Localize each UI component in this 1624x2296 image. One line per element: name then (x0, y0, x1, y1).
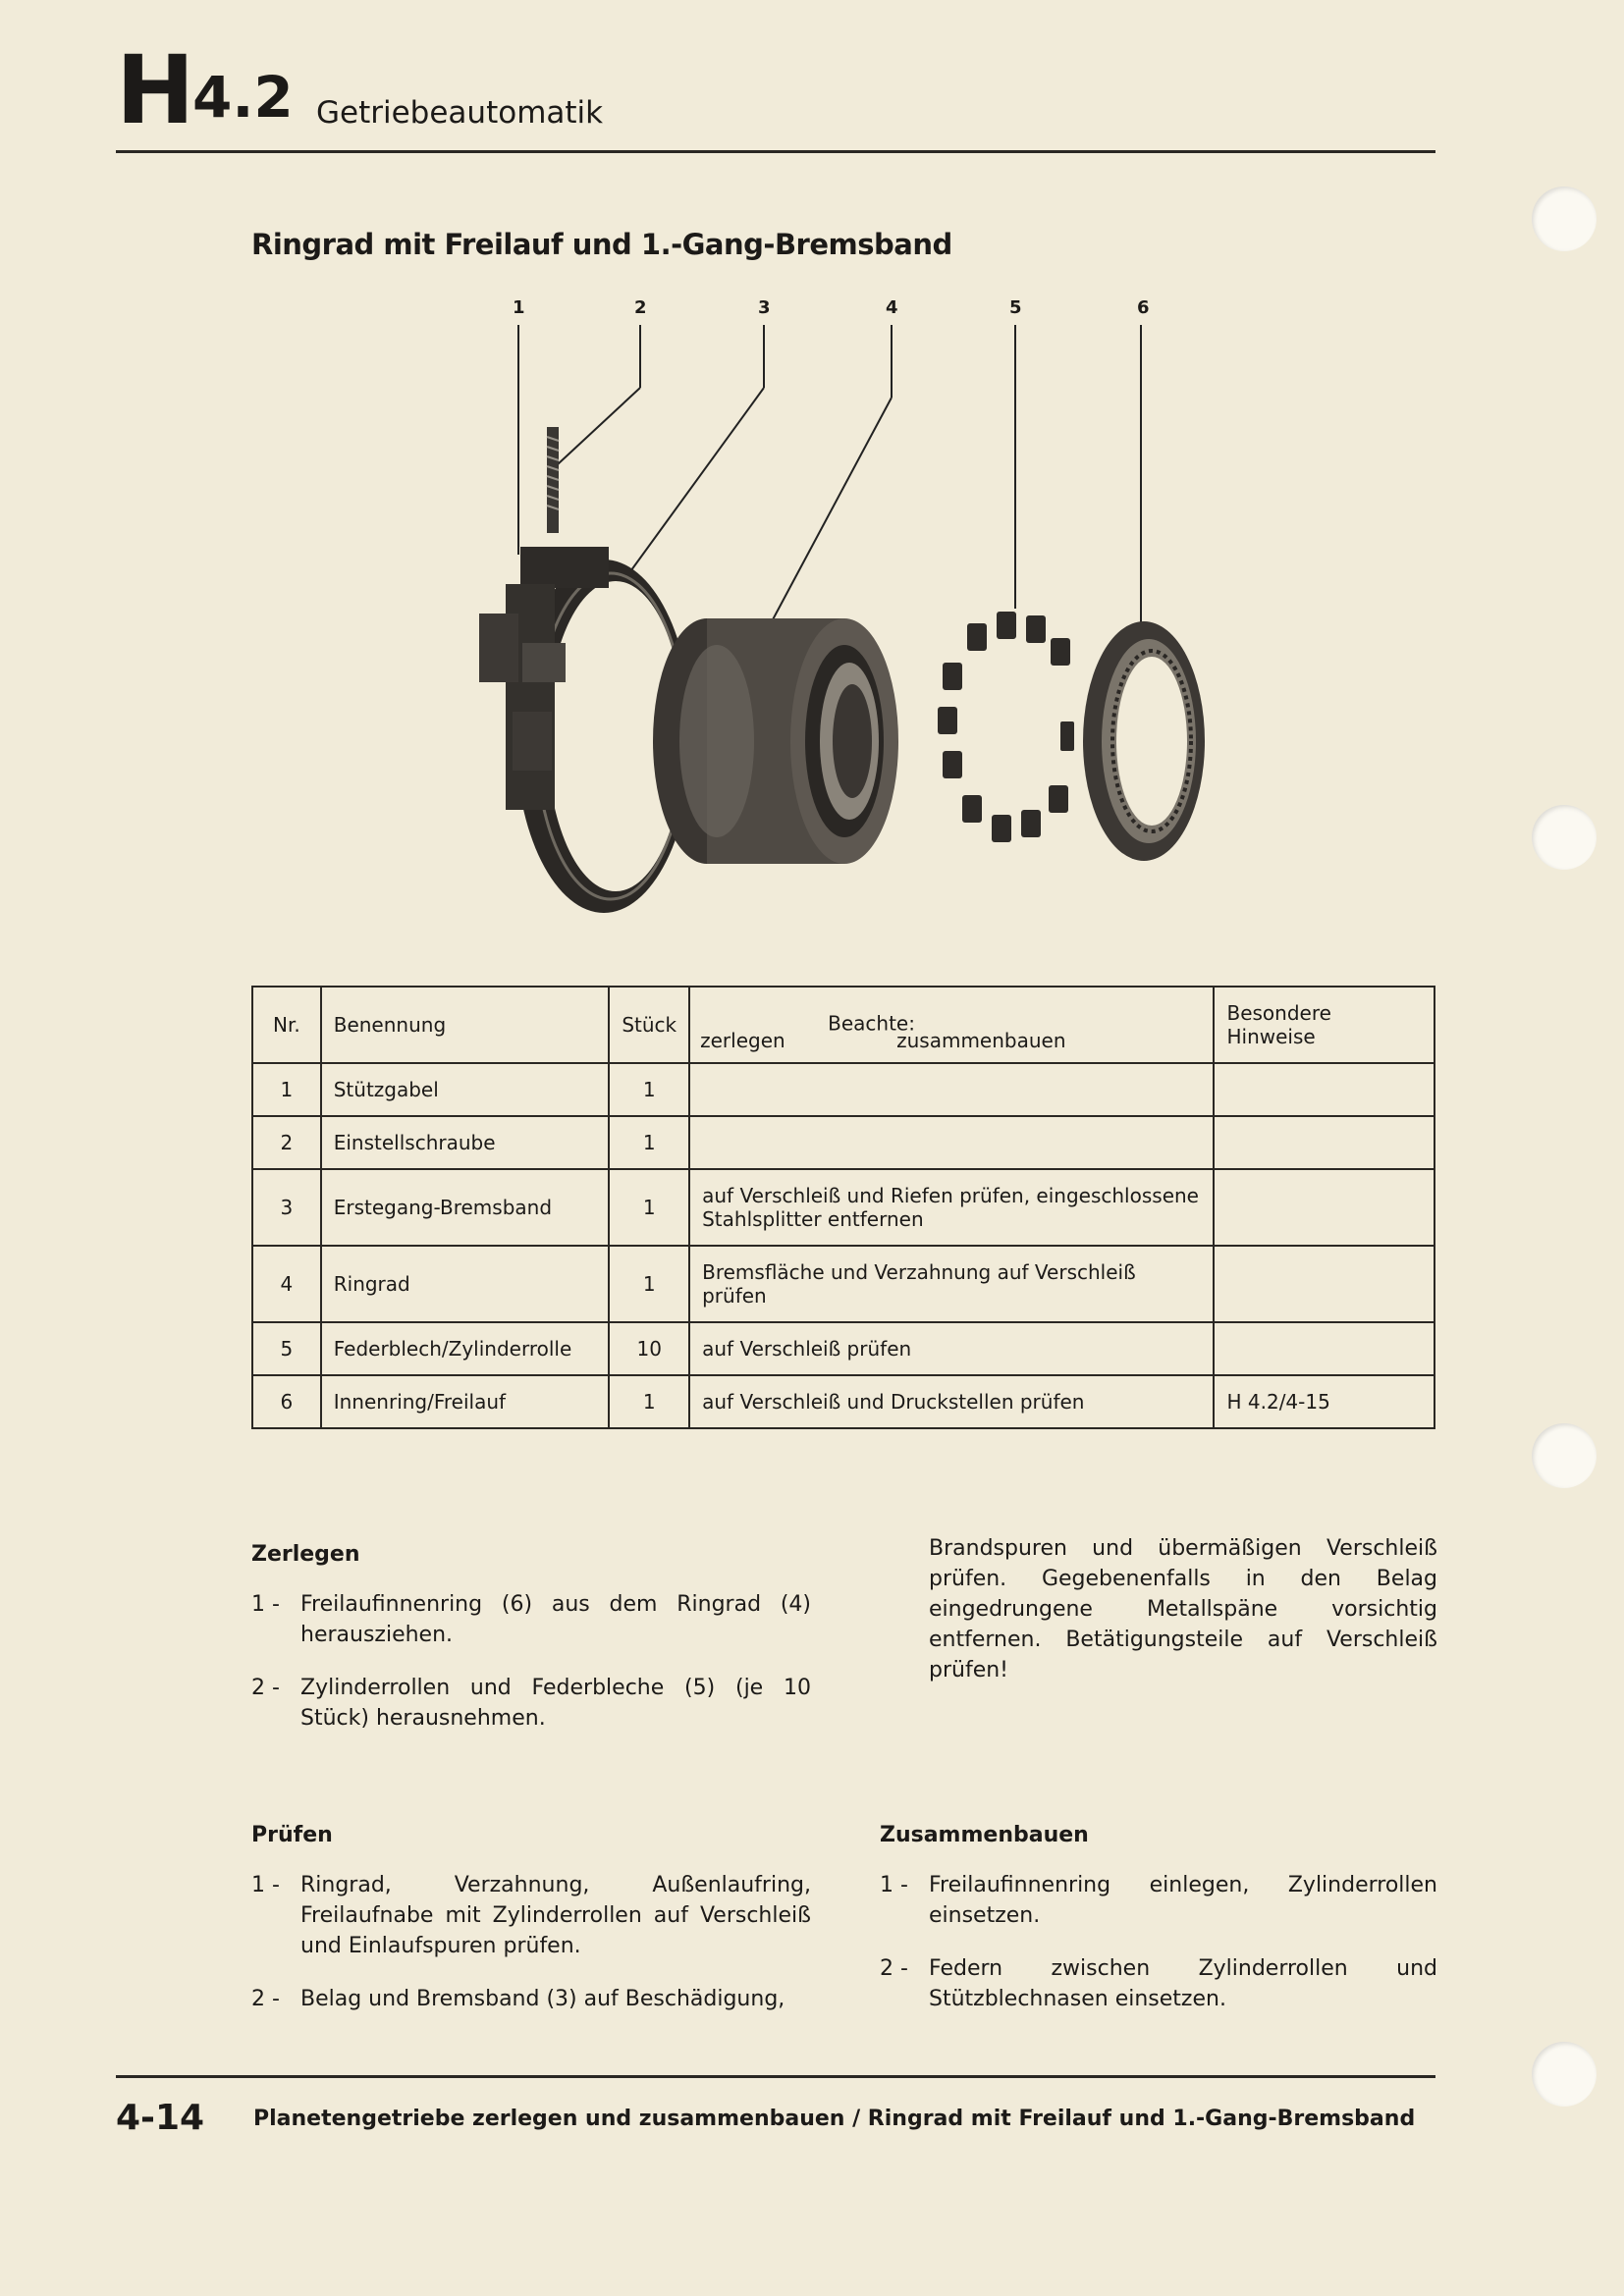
step-number: 2 - (880, 1956, 908, 1981)
table-row (252, 1322, 1435, 1375)
zerlegen-section (251, 1539, 811, 1756)
binder-hole-top (1532, 187, 1597, 251)
callout-1: 1 (513, 297, 525, 318)
cell-nr: 2 (252, 1116, 321, 1169)
cell-name: Erstegang-Bremsband (321, 1169, 610, 1246)
table-header-row (252, 987, 1435, 1063)
step-text: Freilaufinnenring (6) aus dem Ringrad (4) herausziehen. (300, 1592, 811, 1647)
cell-hint (1214, 1169, 1435, 1246)
cell-nr: 5 (252, 1322, 321, 1375)
callout-6: 6 (1137, 297, 1150, 318)
adjusting-screw (547, 427, 559, 533)
step-number: 1 - (880, 1873, 908, 1897)
zusammenbauen-label: zusammenbauen (896, 1029, 1066, 1052)
list-item (880, 1953, 1437, 2014)
list-item (880, 1870, 1437, 1931)
cell-name: Innenring/Freilauf (321, 1375, 610, 1428)
cell-qty: 1 (609, 1063, 689, 1116)
binder-hole-lower (1532, 1423, 1597, 1488)
step-text: Belag und Bremsband (3) auf Beschädigung, (300, 1987, 785, 2011)
binder-hole-upper (1532, 805, 1597, 870)
cell-note: auf Verschleiß und Druckstellen prüfen (689, 1375, 1214, 1428)
cell-nr: 3 (252, 1169, 321, 1246)
col-header-stueck: Stück (609, 987, 689, 1063)
step-number: 1 - (251, 1873, 280, 1897)
list-item (251, 1673, 811, 1734)
cell-name: Einstellschraube (321, 1116, 610, 1169)
cell-name: Stützgabel (321, 1063, 610, 1116)
list-item (251, 1984, 811, 2014)
cell-qty: 10 (609, 1322, 689, 1375)
cell-nr: 1 (252, 1063, 321, 1116)
col-header-benennung: Benennung (321, 987, 610, 1063)
page-number: 4-14 (116, 2098, 205, 2138)
callout-4: 4 (886, 297, 898, 318)
cell-name: Federblech/Zylinderrolle (321, 1322, 610, 1375)
step-text: Ringrad, Verzahnung, Außenlaufring, Freilaufnabe mit Zylinderrollen auf Verschleiß und Einlaufspuren prüfen. (300, 1873, 811, 1958)
list-item (251, 1589, 811, 1650)
ring-gear (653, 618, 898, 864)
pruefen-section (251, 1820, 811, 2037)
step-number: 1 - (251, 1592, 280, 1617)
cell-note: auf Verschleiß und Riefen prüfen, eingeschlossene Stahlsplitter entfernen (689, 1169, 1214, 1246)
list-item (251, 1870, 811, 1961)
col-header-hinweise: Besondere Hinweise (1214, 987, 1435, 1063)
cell-hint (1214, 1322, 1435, 1375)
table-row (252, 1116, 1435, 1169)
exploded-view-figure (432, 290, 1218, 918)
beachte-label: Beachte: (828, 1011, 915, 1036)
step-text: Zylinderrollen und Federbleche (5) (je 10 Stück) herausnehmen. (300, 1676, 811, 1731)
cell-hint: H 4.2/4-15 (1214, 1375, 1435, 1428)
chapter-number: 4.2 (192, 64, 294, 131)
zusammenbauen-heading: Zusammenbauen (880, 1823, 1089, 1847)
cell-hint (1214, 1063, 1435, 1116)
pruefen-heading: Prüfen (251, 1823, 333, 1847)
cell-note (689, 1063, 1214, 1116)
inner-ring-freewheel (1083, 621, 1205, 861)
cell-name: Ringrad (321, 1246, 610, 1322)
binder-hole-bottom (1532, 2042, 1597, 2107)
cell-hint (1214, 1116, 1435, 1169)
step-text: Federn zwischen Zylinderrollen und Stützblechnasen einsetzen. (929, 1956, 1437, 2011)
cell-qty: 1 (609, 1246, 689, 1322)
cell-note: auf Verschleiß prüfen (689, 1322, 1214, 1375)
callout-2: 2 (634, 297, 647, 318)
rollers-and-springs (938, 612, 1074, 842)
zusammenbauen-section (880, 1820, 1437, 2037)
zerlegen-label: zerlegen (700, 1029, 785, 1052)
cell-hint (1214, 1246, 1435, 1322)
parts-table (251, 986, 1435, 1429)
header-rule (116, 150, 1435, 153)
table-row (252, 1063, 1435, 1116)
table-row (252, 1246, 1435, 1322)
cell-qty: 1 (609, 1169, 689, 1246)
cell-note (689, 1116, 1214, 1169)
pruefen-continuation: Brandspuren und übermäßigen Verschleiß prüfen. Gegebenenfalls in den Belag eingedrungene Metallspäne vorsichtig entfernen. Betätigungsteile auf Verschleiß prüfen! (929, 1536, 1437, 1682)
step-number: 2 - (251, 1987, 280, 2011)
table-row (252, 1375, 1435, 1428)
cell-nr: 6 (252, 1375, 321, 1428)
cell-qty: 1 (609, 1375, 689, 1428)
footer-rule (116, 2075, 1435, 2078)
footer-text: Planetengetriebe zerlegen und zusammenbauen / Ringrad mit Freilauf und 1.-Gang-Bremsband (253, 2107, 1416, 2131)
col-header-beachte (689, 987, 1214, 1063)
step-number: 2 - (251, 1676, 280, 1700)
cell-nr: 4 (252, 1246, 321, 1322)
step-text: Freilaufinnenring einlegen, Zylinderrollen einsetzen. (929, 1873, 1437, 1928)
section-title: Ringrad mit Freilauf und 1.-Gang-Bremsband (251, 228, 952, 261)
chapter-code: H (116, 35, 193, 145)
callout-3: 3 (758, 297, 771, 318)
cell-qty: 1 (609, 1116, 689, 1169)
chapter-title: Getriebeautomatik (316, 95, 604, 131)
zerlegen-heading: Zerlegen (251, 1542, 360, 1567)
col-header-nr: Nr. (252, 987, 321, 1063)
cell-note: Bremsfläche und Verzahnung auf Verschleiß prüfen (689, 1246, 1214, 1322)
exploded-view-drawing (432, 290, 1218, 918)
callout-5: 5 (1009, 297, 1022, 318)
table-row (252, 1169, 1435, 1246)
